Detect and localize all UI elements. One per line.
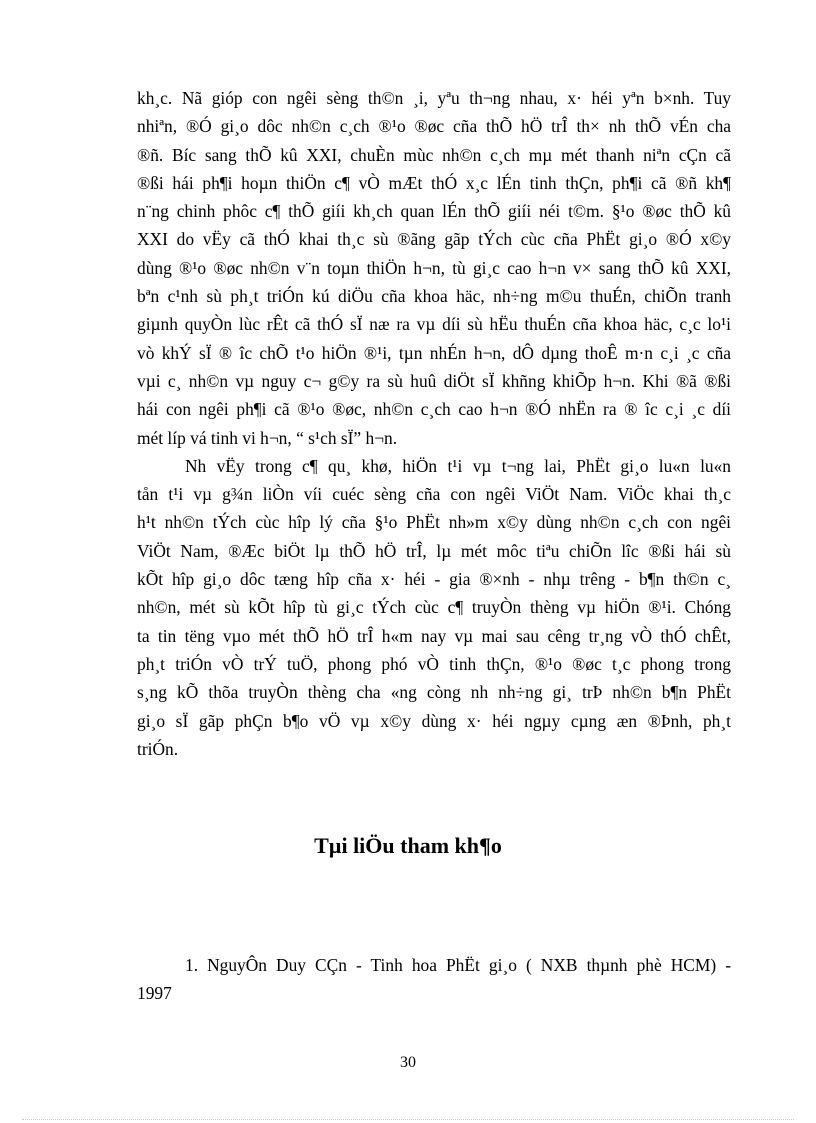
body-text	[137, 84, 731, 763]
paragraph-2	[137, 452, 731, 763]
text-line: triÓn.	[137, 738, 179, 759]
text-line: ph¸t triÓn vÒ trÝ tuÖ, phong phó vÒ tinh thÇn, ®¹o ®øc t¸c phong trong	[137, 653, 731, 674]
text-line: ®ñ. Bíc sang thÕ kû XXI, chuÈn mùc nh©n c¸ch mµ mét thanh niªn cÇn cã	[137, 144, 731, 165]
text-line: gi¸o sÏ gãp phÇn b¶o vÖ vµ x©y dùng x· héi ngµy cµng æn ®Þnh, ph¸t	[137, 710, 731, 731]
text-line: nh©n, mét sù kÕt hîp tù gi¸c tÝch cùc c¶ truyÒn thèng vµ hiÖn ®¹i. Chóng	[137, 597, 731, 618]
text-line: tån t¹i vµ g¾n liÒn víi cuéc sèng cña con ngêi ViÖt Nam. ViÖc khai th¸c	[137, 484, 731, 505]
page-bottom-border	[22, 1119, 794, 1120]
text-line: s¸ng kÕ thõa truyÒn thèng cha «ng còng nh nh÷ng gi¸ trÞ nh©n b¶n PhËt	[137, 682, 731, 703]
paragraph-1	[137, 84, 731, 452]
text-line: ®ßi hái ph¶i hoµn thiÖn c¶ vÒ mÆt thÓ x¸c lÉn tinh thÇn, ph¶i cã ®ñ kh¶	[137, 172, 731, 193]
references-heading: Tµi liÖu tham kh¶o	[314, 833, 502, 858]
text-line: h¹t nh©n tÝch cùc hîp lý cña §¹o PhËt nh»m x©y dùng nh©n c¸ch con ngêi	[137, 512, 731, 533]
text-line: bªn c¹nh sù ph¸t triÓn kú diÖu cña khoa häc, nh÷ng m©u thuÉn, chiÕn tranh	[137, 286, 731, 307]
text-line: kÕt hîp gi¸o dôc tæng hîp cña x· héi - gia ®×nh - nhµ trêng - b¶n th©n c¸	[137, 569, 731, 590]
reference-item: 1. NguyÔn Duy CÇn - Tinh hoa PhËt gi¸o ( NXB thµnh phè HCM) -	[185, 955, 731, 975]
text-line: XXI do vËy cã thÓ khai th¸c sù ®ãng gãp tÝch cùc cña PhËt gi¸o ®Ó x©y	[137, 229, 731, 250]
text-line: hái con ngêi ph¶i cã ®¹o ®øc, nh©n c¸ch cao h¬n ®Ó nhËn ra ® îc c¸i ¸c díi	[137, 399, 731, 420]
text-line: mét líp vá tinh vi h¬n, “ s¹ch sÏ” h¬n.	[137, 427, 398, 448]
text-line: nhiªn, ®Ó gi¸o dôc nh©n c¸ch ®¹o ®øc cña thÕ hÖ trÎ th× nh thÕ vÉn cha	[137, 116, 731, 137]
page-number: 30	[400, 1054, 416, 1071]
text-line: giµnh quyÒn lùc rÊt cã thÓ sÏ næ ra vµ díi sù hËu thuÉn cña khoa häc, c¸c lo¹i	[137, 314, 731, 335]
reference-item-continuation: 1997	[137, 983, 172, 1004]
text-line: vµi c¸ nh©n vµ nguy c¬ g©y ra sù huû diÖt sÏ khñng khiÕp h¬n. Khi ®ã ®ßi	[137, 370, 731, 391]
text-line: Nh vËy trong c¶ qu¸ khø, hiÖn t¹i vµ t¬ng lai, PhËt gi¸o lu«n lu«n	[185, 455, 731, 476]
text-line: dùng ®¹o ®øc nh©n v¨n toµn thiÖn h¬n, tù gi¸c cao h¬n v× sang thÕ kû XXI,	[137, 257, 731, 278]
text-line: kh¸c. Nã gióp con ngêi sèng th©n ¸i, yªu th¬ng nhau, x· héi yªn b×nh. Tuy	[137, 88, 731, 108]
text-line: vò khÝ sÏ ® îc chÕ t¹o hiÖn ®¹i, tµn nhÉn h¬n, dÔ dµng thoÊ m·n c¸i ¸c cña	[137, 342, 731, 363]
text-line: ta tin tëng vµo mét thÕ hÖ trÎ h«m nay vµ mai sau cêng tr¸ng vÒ thÓ chÊt,	[137, 625, 731, 646]
reference-list	[137, 951, 731, 1008]
text-line: n¨ng chinh phôc c¶ thÕ giíi kh¸ch quan lÉn thÕ giíi néi t©m. §¹o ®øc thÕ kû	[137, 201, 731, 222]
text-line: ViÖt Nam, ®Æc biÖt lµ thÕ hÖ trÎ, lµ mét môc tiªu chiÕn lîc ®ßi hái sù	[137, 540, 731, 561]
